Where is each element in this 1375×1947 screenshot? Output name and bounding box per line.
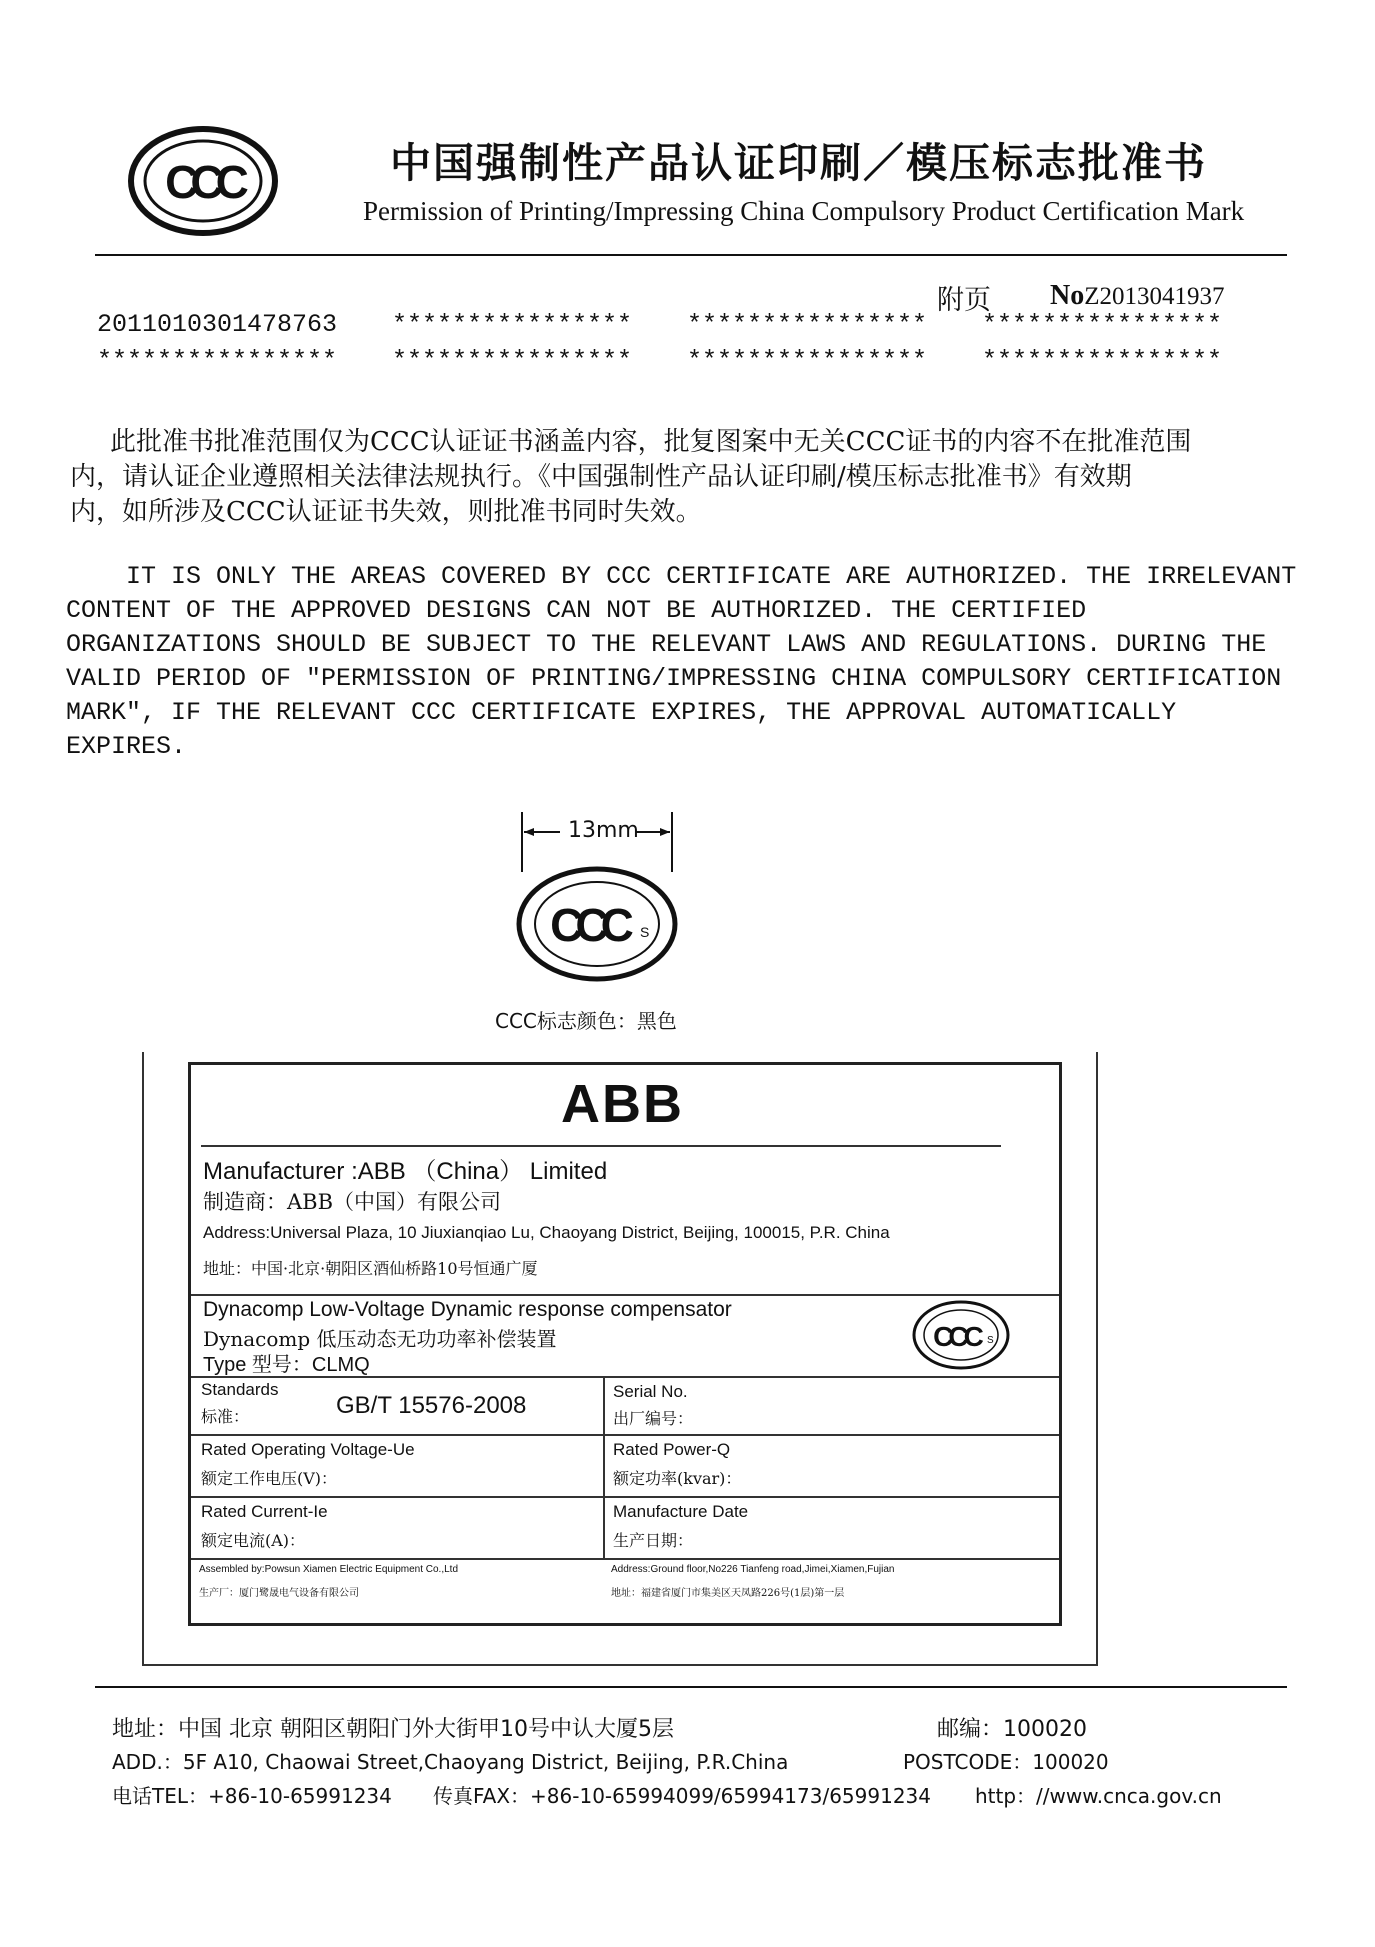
footer-address-cn: 地址：中国 北京 朝阳区朝阳门外大街甲10号中认大厦5层 xyxy=(112,1717,674,1742)
assembly-address-en: Address:Ground floor,No226 Tianfeng road,Jimei,Xiamen,Fujian xyxy=(611,1564,895,1575)
code-cell: **************** xyxy=(97,346,338,375)
code-cell: **************** xyxy=(392,346,633,375)
serial-label-cn: 出厂编号： xyxy=(613,1409,694,1428)
code-cell: **************** xyxy=(982,346,1223,375)
dimension-marker xyxy=(520,812,680,852)
power-label-en: Rated Power-Q xyxy=(613,1440,731,1459)
page-title-cn: 中国强制性产品认证印刷／模压标志批准书 xyxy=(390,139,1207,187)
footer-address-en: ADD.：5F A10, Chaowai Street,Chaoyang District, Beijing, P.R.China xyxy=(112,1750,789,1774)
standards-label-cn: 标准： xyxy=(201,1407,250,1426)
spec-column-divider xyxy=(603,1496,605,1558)
footer-postcode-en: POSTCODE：100020 xyxy=(903,1750,1109,1774)
spec-row-voltage-power xyxy=(191,1434,1059,1498)
code-cell: **************** xyxy=(687,346,928,375)
page-title-en: Permission of Printing/Impressing China Compulsory Product Certification Mark xyxy=(363,196,1245,226)
date-label-en: Manufacture Date xyxy=(613,1502,749,1521)
notice-en-line: EXPIRES. xyxy=(66,732,187,761)
code-cell: **************** xyxy=(392,310,633,339)
footer-fax: 传真FAX：+86-10-65994099/65994173/65991234 xyxy=(433,1784,932,1808)
footer-postcode-cn: 邮编：100020 xyxy=(937,1717,1087,1742)
notice-cn xyxy=(70,425,1240,530)
product-type: Type 型号：CLMQ xyxy=(203,1354,370,1376)
notice-en-line: MARK", IF THE RELEVANT CCC CERTIFICATE EXPIRES, THE APPROVAL AUTOMATICALLY xyxy=(66,698,1177,727)
nameplate-product-section xyxy=(191,1294,1059,1378)
notice-en-line: IT IS ONLY THE AREAS COVERED BY CCC CERTIFICATE ARE AUTHORIZED. THE IRRELEVANT xyxy=(66,562,1297,591)
certificate-number-value: Z2013041937 xyxy=(1084,283,1225,310)
spec-row-assembly xyxy=(191,1558,1059,1617)
code-cell: **************** xyxy=(687,310,928,339)
nameplate-ccc-text: CCC xyxy=(933,1321,979,1352)
notice-cn-line: 内，请认证企业遵照相关法律法规执行。《中国强制性产品认证印刷/模压标志批准书》有效期 xyxy=(70,462,1132,492)
product-nameplate xyxy=(188,1062,1062,1626)
spec-column-divider xyxy=(603,1434,605,1496)
footer-url[interactable]: http：//www.cnca.gov.cn xyxy=(975,1784,1222,1808)
nameplate-ccc-mark xyxy=(911,1298,1011,1372)
current-label-cn: 额定电流(A)： xyxy=(201,1531,306,1550)
ccc-logo-text: CCC xyxy=(165,156,241,208)
notice-en-line: ORGANIZATIONS SHOULD BE SUBJECT TO THE RELEVANT LAWS AND REGULATIONS. DURING THE xyxy=(66,630,1267,659)
notice-en-line: VALID PERIOD OF "PERMISSION OF PRINTING/IMPRESSING CHINA COMPULSORY CERTIFICATION xyxy=(66,664,1282,693)
current-label-en: Rated Current-Ie xyxy=(201,1502,328,1521)
voltage-label-en: Rated Operating Voltage-Ue xyxy=(201,1440,415,1459)
mark-color-caption: CCC标志颜色：黑色 xyxy=(495,1009,677,1033)
notice-cn-line: 内，如所涉及CCC认证证书失效，则批准书同时失效。 xyxy=(70,497,702,527)
assembled-by-en: Assembled by:Powsun Xiamen Electric Equipment Co.,Ltd xyxy=(199,1564,459,1575)
ccc-s-mark-suffix: S xyxy=(640,924,650,940)
appendix-label: 附页 xyxy=(937,285,991,316)
ccc-s-mark-text: CCC xyxy=(550,899,626,951)
header-divider xyxy=(95,254,1287,256)
voltage-label-cn: 额定工作电压(V)： xyxy=(201,1469,338,1488)
certificate-number-label: No xyxy=(1050,280,1085,311)
manufacturer-cn: 制造商：ABB（中国）有限公司 xyxy=(203,1190,502,1214)
standards-label-en: Standards xyxy=(201,1380,279,1399)
address-en: Address:Universal Plaza, 10 Jiuxianqiao Lu, Chaoyang District, Beijing, 100015, P.R. China xyxy=(203,1223,890,1242)
certificate-number xyxy=(1050,280,1225,312)
nameplate-divider xyxy=(201,1145,1001,1147)
spec-row-current-date xyxy=(191,1496,1059,1560)
footer-tel: 电话TEL：+86-10-65991234 xyxy=(112,1784,392,1808)
product-name-cn: Dynacomp 低压动态无功功率补偿装置 xyxy=(203,1327,557,1351)
address-cn: 地址：中国·北京·朝阳区酒仙桥路10号恒通广厦 xyxy=(203,1259,538,1278)
serial-label-en: Serial No. xyxy=(613,1382,688,1401)
notice-cn-line: 此批准书批准范围仅为CCC认证证书涵盖内容，批复图案中无关CCC证书的内容不在批准范围 xyxy=(110,427,1192,457)
nameplate-manufacturer-section xyxy=(191,1065,1059,1296)
nameplate-ccc-suffix: S xyxy=(987,1335,994,1346)
power-label-cn: 额定功率(kvar)： xyxy=(613,1469,742,1488)
assembled-by-cn: 生产厂：厦门鹭晟电气设备有限公司 xyxy=(199,1588,359,1599)
notice-en xyxy=(66,560,1297,764)
product-name-en: Dynacomp Low-Voltage Dynamic response compensator xyxy=(203,1298,732,1321)
ccc-logo xyxy=(128,126,278,236)
abb-logo: ABB xyxy=(561,1074,684,1134)
footer-divider xyxy=(95,1686,1287,1688)
assembly-address-cn: 地址：福建省厦门市集美区天凤路226号(1层)第一层 xyxy=(611,1588,845,1599)
date-label-cn: 生产日期： xyxy=(613,1531,694,1550)
notice-en-line: CONTENT OF THE APPROVED DESIGNS CAN NOT BE AUTHORIZED. THE CERTIFIED xyxy=(66,596,1087,625)
standards-value: GB/T 15576-2008 xyxy=(336,1392,527,1419)
dimension-label: 13mm xyxy=(568,818,639,843)
code-cell: **************** xyxy=(982,310,1223,339)
spec-column-divider xyxy=(603,1376,605,1434)
spec-row-standards xyxy=(191,1376,1059,1436)
code-cell: 2011010301478763 xyxy=(97,310,338,339)
manufacturer-en: Manufacturer :ABB （China） Limited xyxy=(203,1158,608,1185)
ccc-s-mark xyxy=(516,865,678,983)
